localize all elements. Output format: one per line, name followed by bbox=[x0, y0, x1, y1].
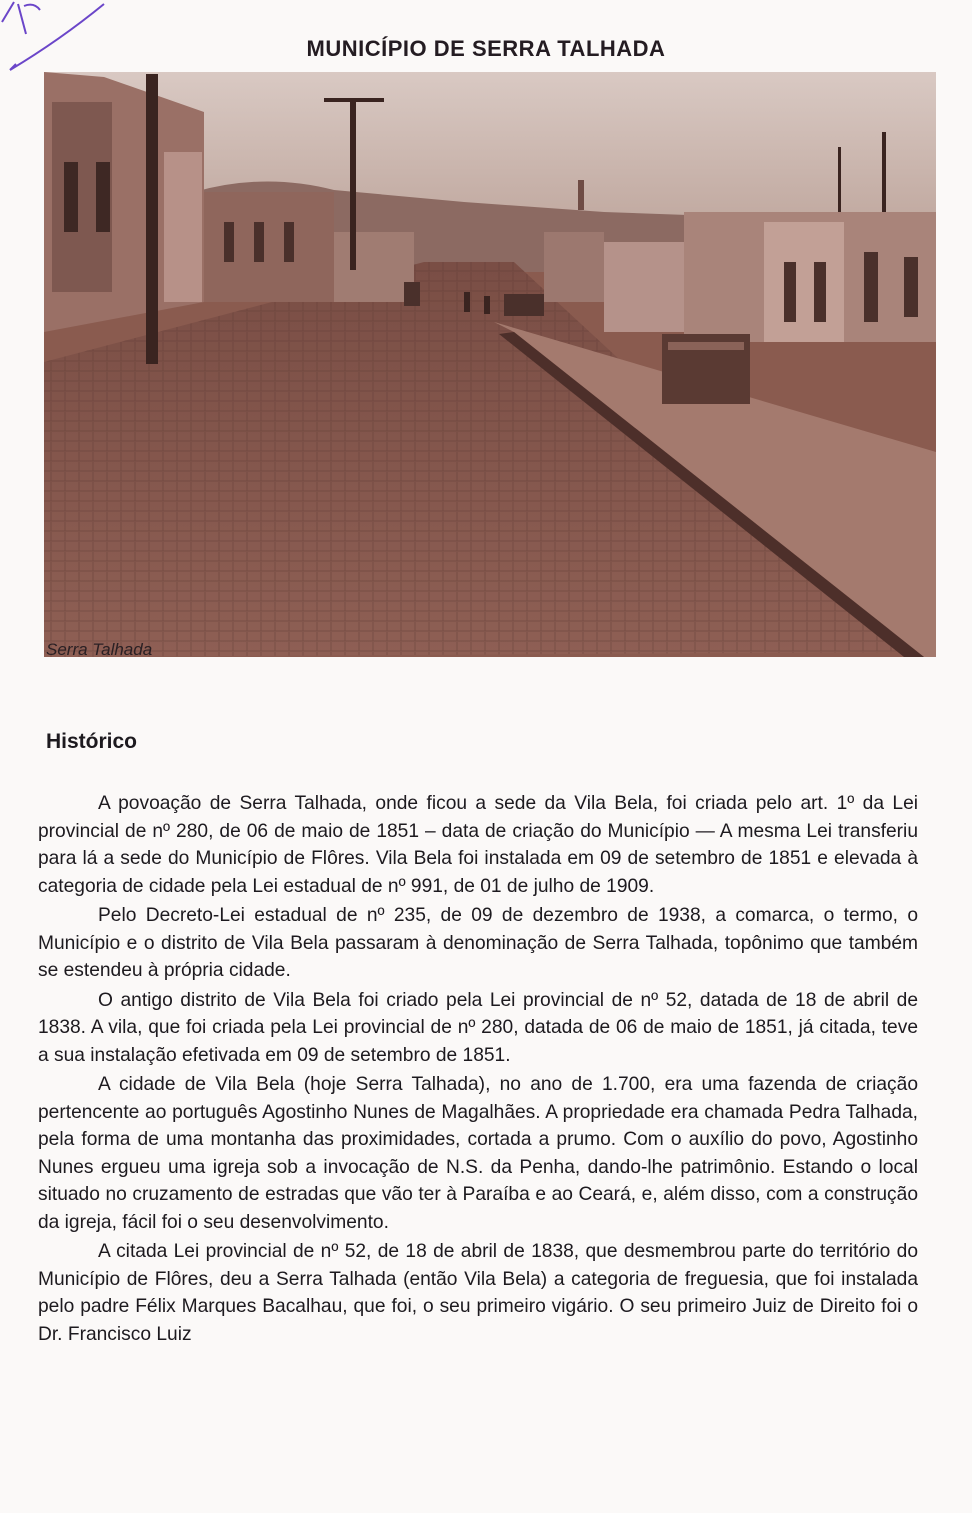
page-title: MUNICÍPIO DE SERRA TALHADA bbox=[306, 36, 666, 61]
paragraph: Pelo Decreto-Lei estadual de nº 235, de 09 de dezembro de 1938, a comarca, o termo, o Município e o distrito de Vila Bela passaram à denominação de Serra Talhada, topônimo que também se estendeu à própria cidade. bbox=[38, 905, 918, 981]
section-heading: Histórico bbox=[46, 730, 138, 753]
paragraph: A citada Lei provincial de nº 52, de 18 de abril de 1838, que desmembrou parte do território do Município de Flôres, deu a Serra Talhada (então Vila Bela) a categoria de freguesia, que foi instalada pelo padre Félix Marques Bacalhau, que foi, o seu primeiro vigário. O seu primeiro Juiz de Direito foi o Dr. Francisco Luiz bbox=[38, 1241, 918, 1345]
photo-caption: Serra Talhada bbox=[46, 640, 153, 659]
body-text bbox=[38, 790, 918, 1350]
paragraph: A povoação de Serra Talhada, onde ficou a sede da Vila Bela, foi criada pelo art. 1º da Lei provincial de nº 280, de 06 de maio de 1851 – data de criação do Município — A mesma Lei transferiu para lá a sede do Município de Flôres. Vila Bela foi instalada em 09 de setembro de 1851 e elevada à categoria de cidade pela Lei estadual de nº 991, de 01 de julho de 1909. bbox=[38, 793, 918, 897]
street-photo bbox=[44, 72, 936, 657]
paragraph: O antigo distrito de Vila Bela foi criado pela Lei provincial de nº 52, datada de 18 de abril de 1838. A vila, que foi criada pela Lei provincial de nº 280, datada de 06 de maio de 1851, já citada, teve a sua instalação efetivada em 09 de setembro de 1851. bbox=[38, 989, 918, 1066]
paragraph: A cidade de Vila Bela (hoje Serra Talhada), no ano de 1.700, era uma fazenda de criação pertencente ao português Agostinho Nunes de Magalhães. A propriedade era chamada Pedra Talhada, pela forma de uma montanha das proximidades, cortada a prumo. Com o auxílio do povo, Agostinho Nunes ergueu uma igreja sob a invocação de N.S. da Penha, dando-lhe patrimônio. Estando o local situado no cruzamento de estradas que vão ter à Paraíba e ao Ceará, e, além disso, com a construção da igreja, fácil foi o seu desenvolvimento. bbox=[38, 1074, 918, 1233]
